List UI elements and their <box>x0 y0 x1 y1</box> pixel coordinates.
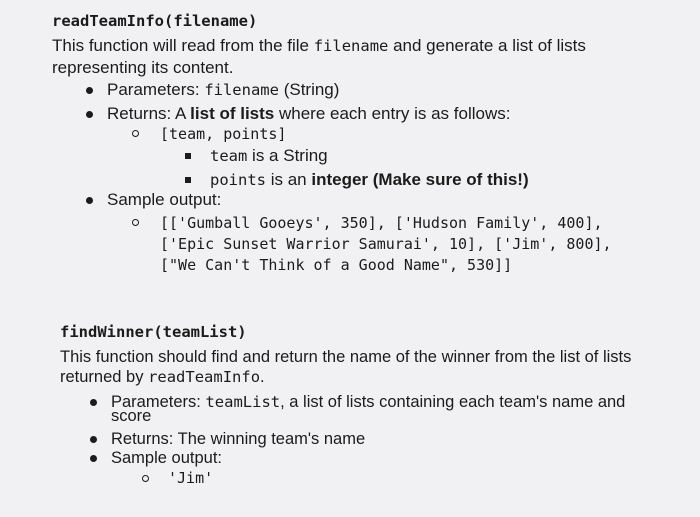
circle-bullet-icon <box>142 475 149 482</box>
function-signature-findwinner: findWinner(teamList) <box>60 323 247 341</box>
text: This function will read from the file <box>52 36 314 55</box>
code-points: points <box>210 171 266 189</box>
label: Parameters: <box>111 393 206 411</box>
bullet-icon <box>90 436 97 443</box>
emphasis: integer (Make sure of this!) <box>311 170 529 189</box>
label: Parameters: <box>107 80 205 99</box>
returns-item <box>107 104 510 124</box>
type: (String) <box>278 80 340 99</box>
bullet-icon <box>86 197 93 204</box>
parameters-item-continued: score <box>111 407 152 425</box>
code-teamlist: teamList <box>205 393 281 411</box>
square-bullet-icon <box>185 177 191 183</box>
text: is an <box>266 170 312 189</box>
sample-output-value: 'Jim' <box>168 469 214 487</box>
circle-bullet-icon <box>132 130 139 137</box>
parameters-item <box>107 80 339 100</box>
sample-output-line: ["We Can't Think of a Good Name", 530]] <box>160 256 513 274</box>
entry-format: [team, points] <box>160 125 287 143</box>
bullet-icon <box>86 87 93 94</box>
circle-bullet-icon <box>132 219 139 226</box>
code-readteaminfo: readTeamInfo <box>148 368 261 386</box>
bullet-icon <box>86 111 93 118</box>
emphasis: list of lists <box>190 104 275 123</box>
description-line <box>60 367 265 387</box>
sample-output-label: Sample output: <box>107 190 222 209</box>
code-filename: filename <box>313 37 389 55</box>
text: is a String <box>247 146 328 165</box>
bullet-icon <box>90 455 97 462</box>
text: Returns: A <box>107 104 191 123</box>
parameters-item <box>111 392 625 412</box>
square-bullet-icon <box>185 153 191 159</box>
sample-output-label: Sample output: <box>111 449 222 467</box>
returns-item: Returns: The winning team's name <box>111 430 366 448</box>
code-team: team <box>210 147 248 165</box>
code-filename: filename <box>204 81 279 99</box>
description-line: This function should find and return the name of the winner from the list of lists <box>60 348 632 366</box>
points-item <box>210 170 529 190</box>
text: and generate a list of lists <box>388 36 586 55</box>
sample-output-line: ['Epic Sunset Warrior Samurai', 10], ['Jim', 800], <box>160 235 612 253</box>
bullet-icon <box>90 399 97 406</box>
text: . <box>260 368 265 386</box>
text: , a list of lists containing each team's name and <box>280 393 626 411</box>
team-item <box>210 146 328 166</box>
description-line <box>52 36 586 56</box>
text: where each entry is as follows: <box>274 104 511 123</box>
sample-output-line: [['Gumball Gooeys', 350], ['Hudson Family', 400], <box>160 214 603 232</box>
description-line: representing its content. <box>52 58 234 77</box>
function-signature-readteaminfo: readTeamInfo(filename) <box>52 12 258 30</box>
text: returned by <box>60 368 149 386</box>
